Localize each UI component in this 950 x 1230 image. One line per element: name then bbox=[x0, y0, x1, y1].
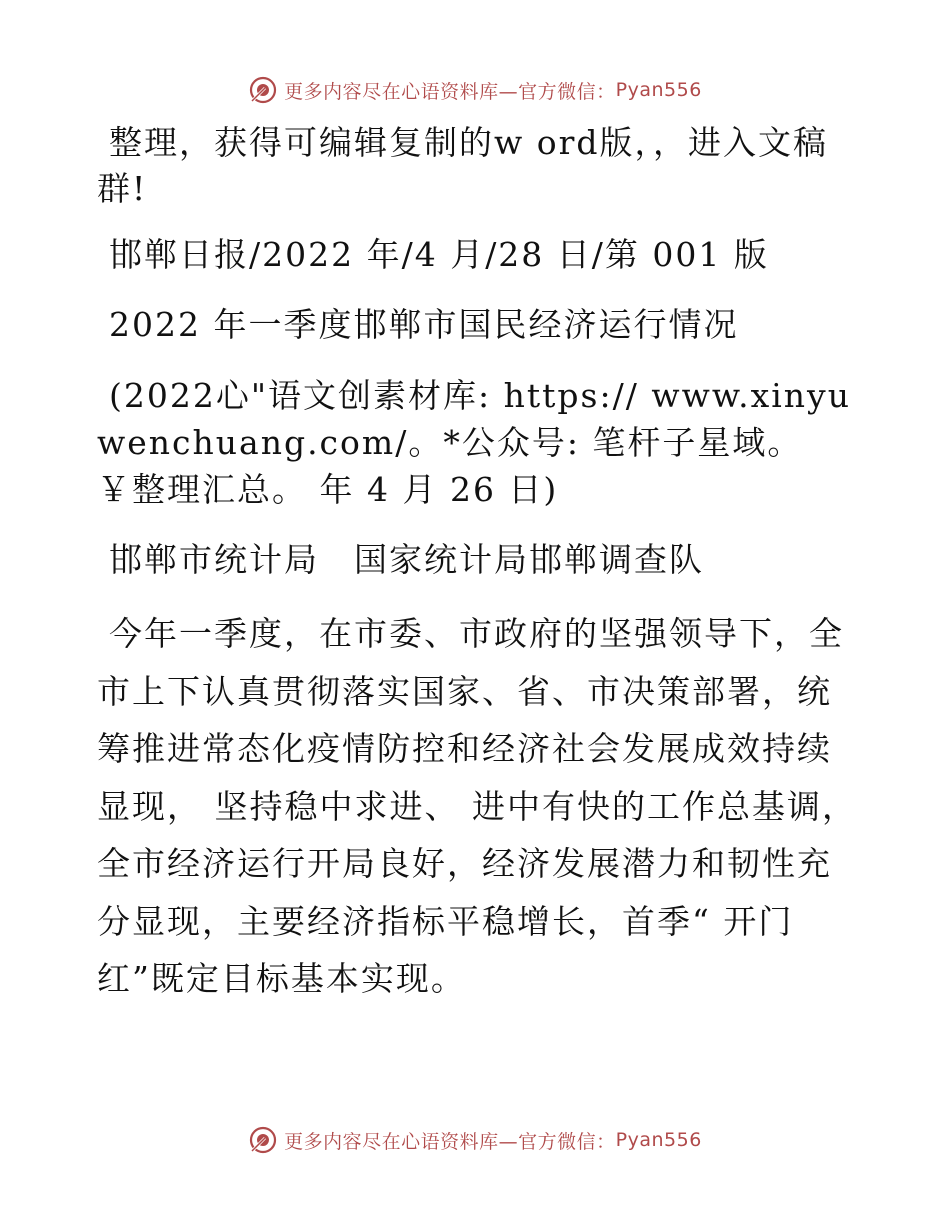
document-content bbox=[97, 120, 857, 1008]
article-title: 2022 年一季度邯郸市国民经济运行情况 bbox=[109, 305, 739, 344]
watermark-contact: Pyan556 bbox=[615, 1129, 702, 1151]
pen-circle-icon bbox=[248, 1125, 278, 1155]
watermark-contact: Pyan556 bbox=[615, 79, 702, 101]
author-line: 邯郸市统计局 国家统计局邯郸调查队 bbox=[109, 540, 704, 579]
watermark-text: 更多内容尽在心语资料库—官方微信： bbox=[284, 80, 616, 103]
footer-watermark bbox=[0, 1120, 950, 1160]
source-line: 邯郸日报/2022 年/4 月/28 日/第 001 版 bbox=[109, 235, 769, 274]
body-paragraph: 今年一季度，在市委、市政府的坚强领导下，全市上下认真贯彻落实国家、省、市决策部署，统筹推进常态化疫情防控和经济社会发展成效持续显现， 坚持稳中求进、 进中有快的工作总基调，全市经济运行开局良好，经济发展潜力和韧性充分显现，主要经济指标平稳增长，首季“ 开门红”既定目标基本实现。 bbox=[97, 614, 857, 998]
watermark-text: 更多内容尽在心语资料库—官方微信： bbox=[284, 1130, 616, 1153]
source-note: (2022心"语文创素材库: https:// www.xinyuwenchuang.com/。*公众号: 笔杆子星域。￥整理汇总。 年 4 月 26 日) bbox=[97, 376, 851, 509]
intro-paragraph: 整理，获得可编辑复制的w ord版，，进入文稿群! bbox=[97, 123, 829, 208]
header-watermark bbox=[0, 70, 950, 110]
pen-circle-icon bbox=[248, 75, 278, 105]
